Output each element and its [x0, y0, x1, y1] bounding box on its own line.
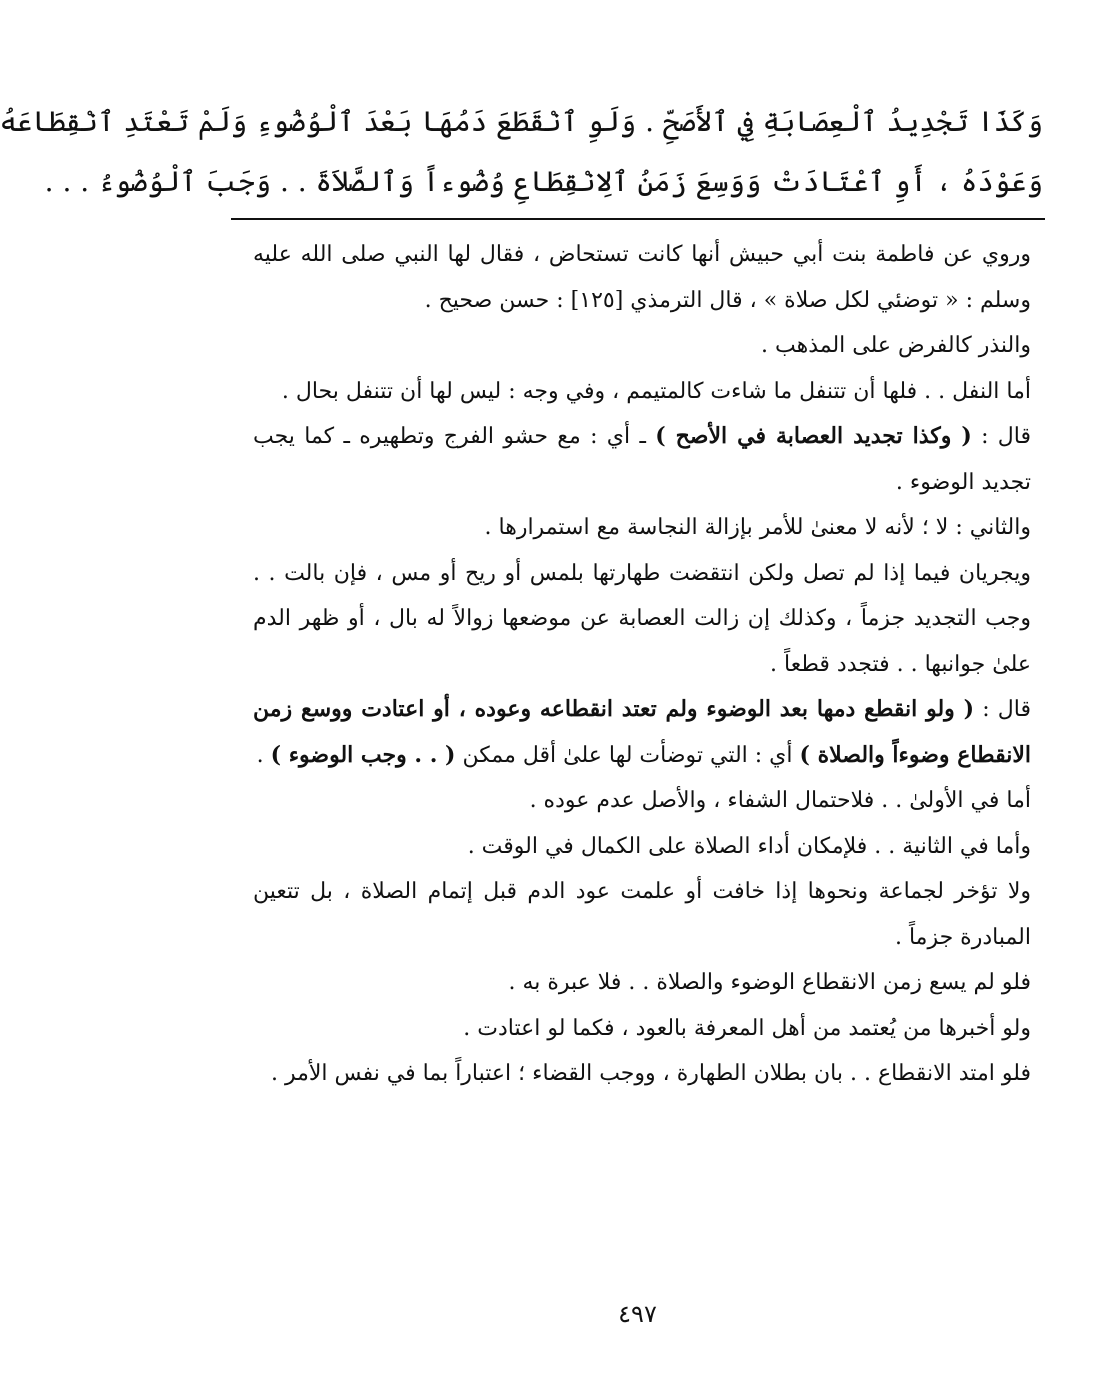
paragraph-no-time: فلو لم يسع زمن الانقطاع الوضوء والصلاة . . فلا عبرة به . [508, 970, 1031, 995]
paragraph-jamaa: ولا تؤخر لجماعة ونحوها إذا خافت أو علمت عود الدم قبل إتمام الصلاة ، بل تتعين المبادرة جزماً . [253, 879, 1031, 950]
paragraph-qala-isaba [253, 414, 1031, 505]
paragraph-hadith: وروي عن فاطمة بنت أبي حبيش أنها كانت تستحاض ، فقال لها النبي صلى الله عليه وسلم : « توضئي لكل صلاة » ، قال الترمذي [١٢٥] : حسن صحيح . [253, 242, 1031, 313]
matn-text [0, 92, 1043, 212]
sharh-commentary [253, 232, 1031, 1097]
explanation-isaba: ـ أي : مع حشو الفرج وتطهيره ـ كما يجب تجديد الوضوء . [253, 424, 1031, 495]
matn-divider [231, 218, 1045, 220]
paragraph-nafl: أما النفل . . فلها أن تتنفل ما شاءت كالمتيمم ، وفي وجه : ليس لها أن تتنفل بحال . [281, 378, 1031, 404]
matn-quote-isaba: ( وكذا تجديد العصابة في الأصح ) [655, 423, 972, 449]
qala-label: قال : [971, 424, 1031, 449]
paragraph-first-case: أما في الأولىٰ . . فلاحتمال الشفاء ، والأصل عدم عوده . [529, 788, 1031, 813]
paragraph-extended: فلو امتد الانقطاع . . بان بطلان الطهارة ، ووجب القضاء ؛ اعتباراً بما في نفس الأمر . [270, 1061, 1031, 1086]
qala-label: قال : [974, 697, 1031, 722]
matn-quote-inqita: ( ولو انقطع دمها بعد الوضوء ولم تعتد انقطاعه وعوده ، أو اعتادت ووسع زمن الانقطاع وضوءاً والصلاة ) [253, 696, 1031, 768]
paragraph-second-case: وأما في الثانية . . فلإمكان أداء الصلاة على الكمال في الوقت . [467, 833, 1031, 859]
matn-line-2: وَعَوْدَهُ ، أَوِ ٱعْتَادَتْ وَوَسِعَ زَمَنُ ٱلِانْقِطَاعِ وُضُوءاً وَٱلصَّلاَةَ . . وَجَبَ ٱلْوُضُوءُ . . . [44, 165, 1043, 198]
paragraph-nadhr: والنذر كالفرض على المذهب . [761, 333, 1031, 358]
paragraph-second-view: والثاني : لا ؛ لأنه لا معنىٰ للأمر بإزالة النجاسة مع استمرارها . [484, 515, 1031, 540]
page-number: ٤٩٧ [618, 1300, 657, 1328]
explanation-inqita: أي : التي توضأت لها علىٰ أقل ممكن [455, 742, 800, 768]
paragraph-qala-inqita [253, 687, 1031, 778]
paragraph-end: . [256, 742, 271, 768]
paragraph-informed: ولو أخبرها من يُعتمد من أهل المعرفة بالعود ، فكما لو اعتادت . [463, 1015, 1031, 1041]
matn-line-1: وَكَذَا تَجْدِيدُ ٱلْعِصَابَةِ فِي ٱلأَصَحِّ . وَلَوِ ٱنْقَطَعَ دَمُهَا بَعْدَ ٱلْوُضُوءِ وَلَمْ تَعْتَدِ ٱنْقِطَاعَهُ [0, 105, 1043, 138]
paragraph-yajriyan: ويجريان فيما إذا لم تصل ولكن انتقضت طهارتها بلمس أو ريح أو مس ، فإن بالت . . وجب التجديد جزماً ، وكذلك إن زالت العصابة عن موضعها زوالاً له بال ، أو ظهر الدم علىٰ جوانبها . . فتجدد قطعاً . [253, 560, 1031, 677]
matn-quote-wujub: ( . . وجب الوضوء ) [270, 741, 456, 768]
